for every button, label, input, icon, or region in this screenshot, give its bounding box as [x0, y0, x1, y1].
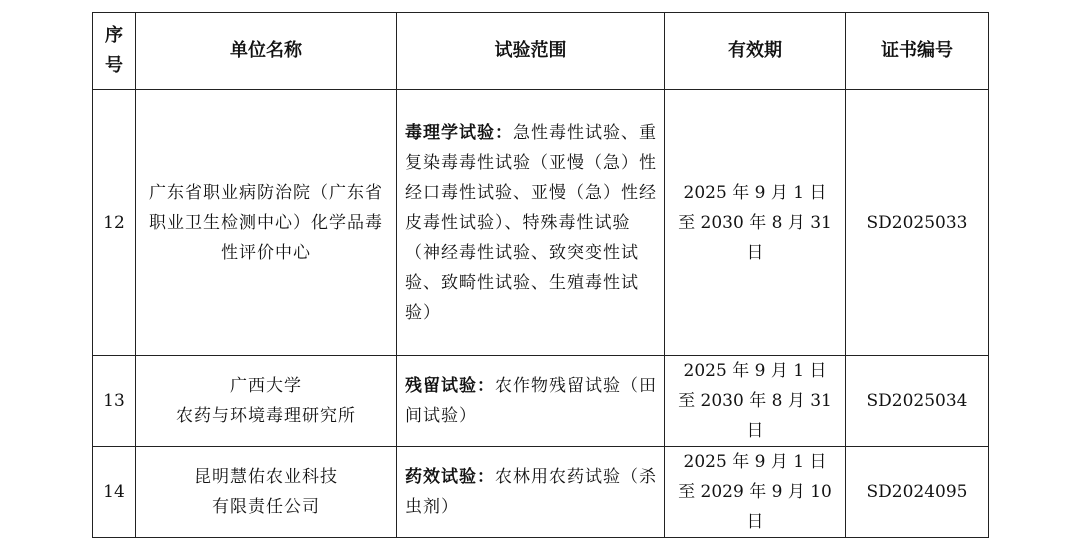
valid-to: 至 2030 年 8 月 31 日 [678, 391, 832, 441]
unit-line2: 有限责任公司 [212, 497, 320, 517]
row-validity [665, 90, 846, 356]
row-validity [665, 447, 846, 538]
row-index: 12 [93, 90, 136, 356]
unit-line2: 农药与环境毒理研究所 [176, 406, 356, 426]
header-index [93, 13, 136, 90]
row-unit [136, 356, 397, 447]
row-validity [665, 356, 846, 447]
header-scope: 试验范围 [397, 13, 665, 90]
row-cert: SD2024095 [846, 447, 989, 538]
row-index: 14 [93, 447, 136, 538]
header-cert: 证书编号 [846, 13, 989, 90]
header-validity: 有效期 [665, 13, 846, 90]
valid-from: 2025 年 9 月 1 日 [683, 452, 827, 472]
scope-label: 残留试验： [405, 376, 495, 396]
valid-from: 2025 年 9 月 1 日 [683, 182, 827, 203]
row-scope [397, 356, 665, 447]
row-cert: SD2025034 [846, 356, 989, 447]
certificate-table [92, 12, 989, 538]
table-row [93, 356, 989, 447]
unit-line1: 广西大学 [230, 376, 302, 396]
valid-from: 2025 年 9 月 1 日 [683, 361, 827, 381]
valid-to: 至 2030 年 8 月 31 日 [678, 212, 832, 263]
table-header-row [93, 13, 989, 90]
row-scope [397, 90, 665, 356]
scope-label: 药效试验： [405, 467, 495, 487]
header-unit: 单位名称 [136, 13, 397, 90]
scope-text: 农作物残留试验（田间试验） [405, 376, 657, 426]
row-unit [136, 447, 397, 538]
row-unit: 广东省职业病防治院（广东省职业卫生检测中心）化学品毒性评价中心 [136, 90, 397, 356]
scope-text: 急性毒性试验、重复染毒毒性试验（亚慢（急）性经口毒性试验、亚慢（急）性经皮毒性试验）、特殊毒性试验（神经毒性试验、致突变性试验、致畸性试验、生殖毒性试验） [405, 122, 657, 323]
header-index-line2: 号 [105, 55, 123, 76]
unit-line1: 昆明慧佑农业科技 [194, 467, 338, 487]
row-index: 13 [93, 356, 136, 447]
row-scope [397, 447, 665, 538]
table-row [93, 90, 989, 356]
scope-label: 毒理学试验： [405, 122, 513, 143]
valid-to: 至 2029 年 9 月 10 日 [678, 482, 832, 532]
header-index-line1: 序 [105, 25, 123, 46]
table-row [93, 447, 989, 538]
row-cert: SD2025033 [846, 90, 989, 356]
scope-text: 农林用农药试验（杀虫剂） [405, 467, 657, 517]
